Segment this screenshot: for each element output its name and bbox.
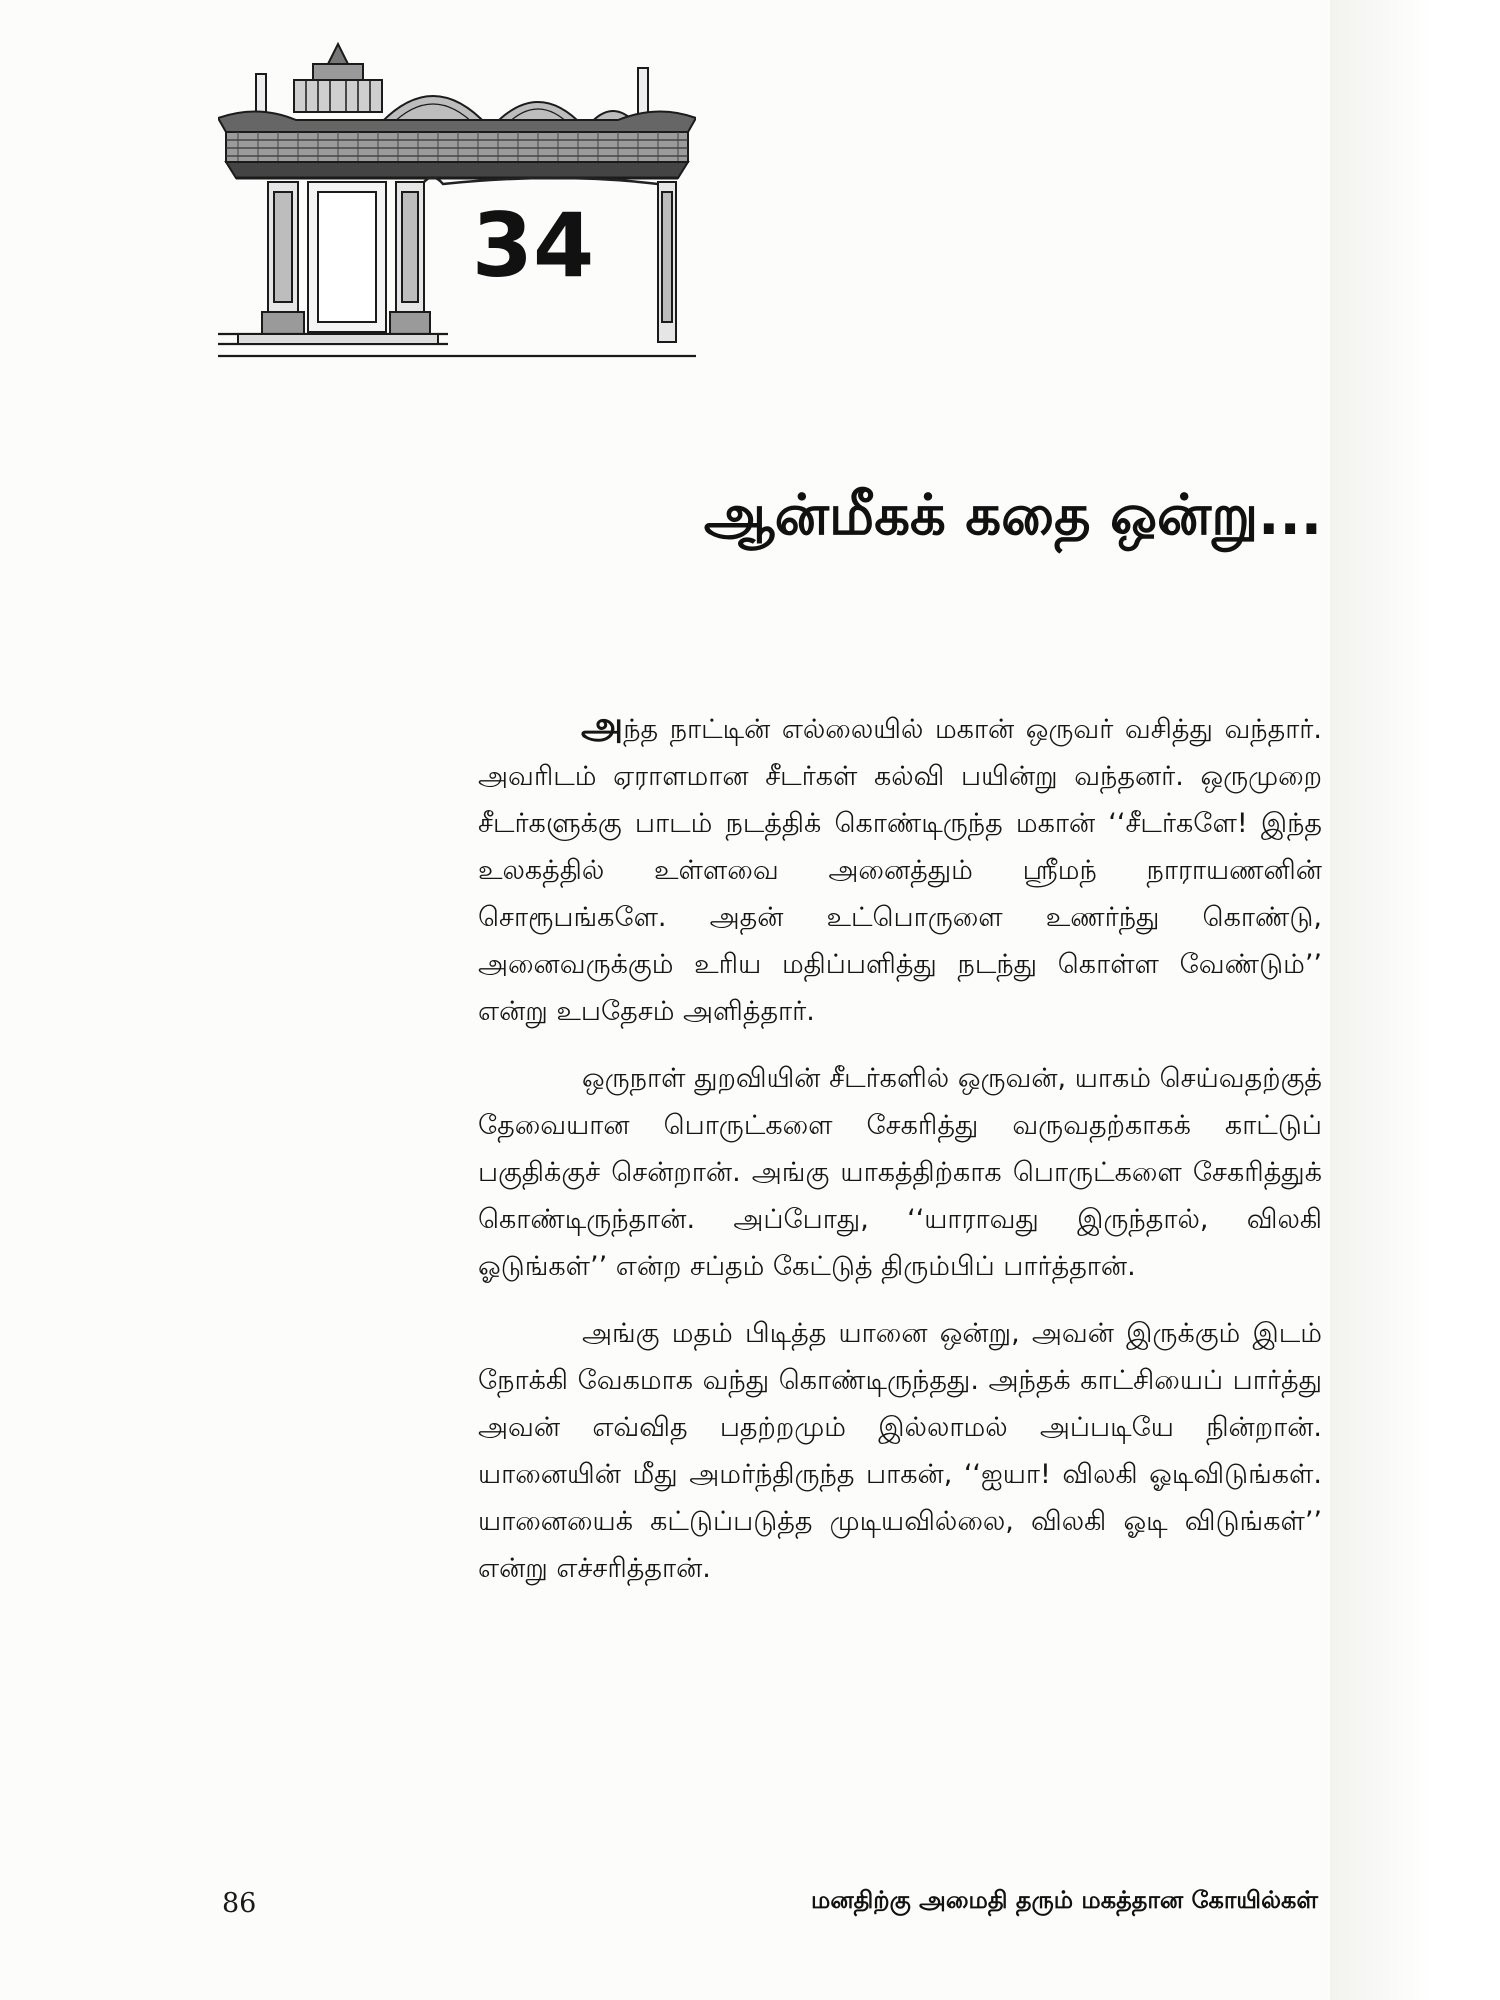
paragraph-2: ஒருநாள் துறவியின் சீடர்களில் ஒருவன், யாகம் செய்வதற்குத் தேவையான பொருட்களை சேகரித்து வருவதற்காகக் காட்டுப் பகுதிக்குச் சென்றான். அங்கு யாகத்திற்காக பொருட்களை சேகரித்துக் கொண்டிருந்தான். அப்போது, ‘‘யாராவது இருந்தால், விலகி ஓடுங்கள்’’ என்ற சப்தம் கேட்டுத் திரும்பிப் பார்த்தான். <box>478 1063 1322 1282</box>
paragraph-text: ந்த நாட்டின் எல்லையில் மகான் ஒருவர் வசித்து வந்தார். அவரிடம் ஏராளமான சீடர்கள் கல்வி பயின்று வந்தனர். ஒருமுறை சீடர்களுக்கு பாடம் நடத்திக் கொண்டிருந்த மகான் ‘‘சீடர்களே! இந்த உலகத்தில் உள்ளவை அனைத்தும் ஸ்ரீமந் நாராயணனின் சொரூபங்களே. அதன் உட்பொருளை உணர்ந்து கொண்டு, அனைவருக்கும் உரிய மதிப்பளித்து நடந்து கொள்ள வேண்டும்’’ என்று உபதேசம் அளித்தார். <box>478 714 1322 1027</box>
paragraph-1 <box>478 702 1322 1035</box>
drop-cap: அ <box>581 703 624 747</box>
temple-mandapam-illustration <box>218 22 696 367</box>
book-title-footer: மனதிற்கு அமைதி தரும் மகத்தான கோயில்கள் <box>811 1886 1318 1914</box>
scan-margin <box>1330 0 1500 2000</box>
page-number: 86 <box>222 1888 257 1919</box>
chapter-title: ஆன்மீகக் கதை ஒன்று... <box>703 482 1322 548</box>
paragraph-3: அங்கு மதம் பிடித்த யானை ஒன்று, அவன் இருக்கும் இடம் நோக்கி வேகமாக வந்து கொண்டிருந்தது. அந்தக் காட்சியைப் பார்த்து அவன் எவ்வித பதற்றமும் இல்லாமல் அப்படியே நின்றான். யானையின் மீது அமர்ந்திருந்த பாகன், ‘‘ஐயா! விலகி ஓடிவிடுங்கள். யானையைக் கட்டுப்படுத்த முடியவில்லை, விலகி ஓடி விடுங்கள்’’ என்று எச்சரித்தான். <box>478 1318 1322 1584</box>
chapter-number: 34 <box>471 194 595 297</box>
body-text <box>478 702 1322 1612</box>
